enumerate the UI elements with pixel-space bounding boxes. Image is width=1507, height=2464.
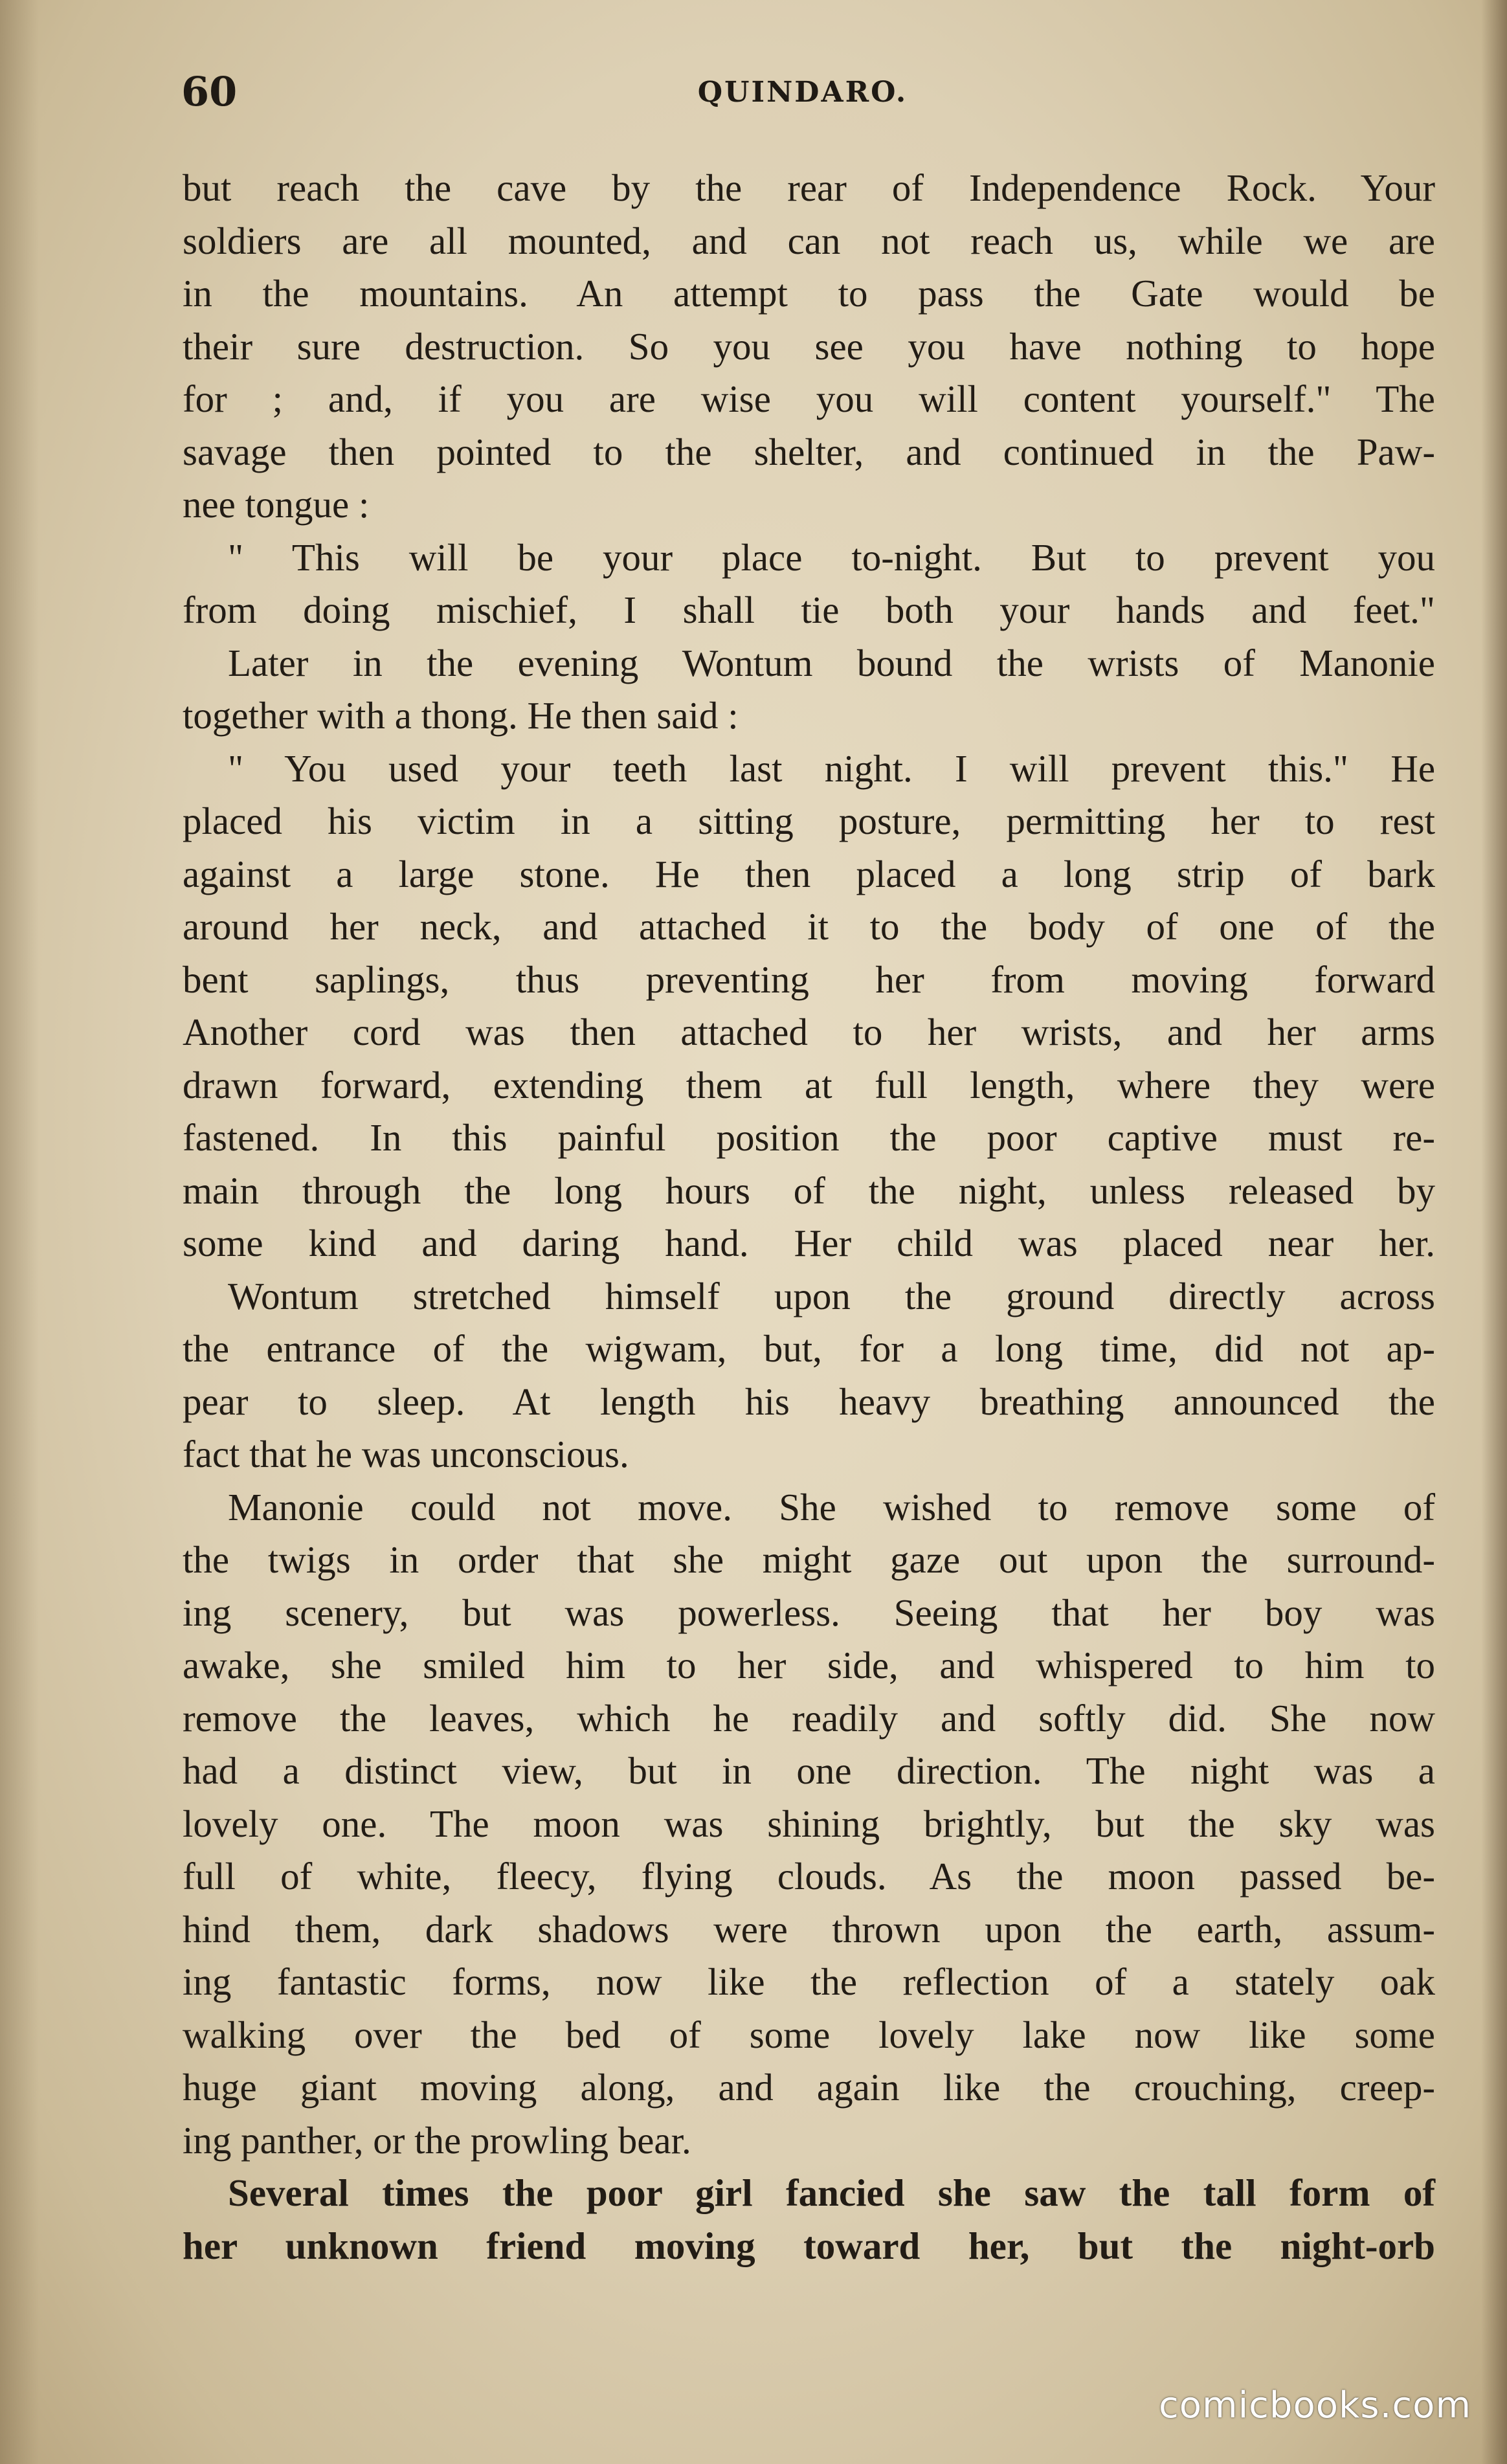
text-line: ing fantastic forms, now like the reflection of a stately oak xyxy=(183,1960,1435,2003)
text-line: bent saplings, thus preventing her from moving forward xyxy=(183,958,1435,1001)
text-line: savage then pointed to the shelter, and continued in the Paw- xyxy=(183,430,1435,473)
text-line: together with a thong. He then said : xyxy=(183,694,739,737)
text-line: the entrance of the wigwam, but, for a long time, did not ap- xyxy=(183,1327,1435,1370)
text-line: in the mountains. An attempt to pass the Gate would be xyxy=(183,272,1435,315)
page-right-shadow xyxy=(1481,0,1507,2464)
running-title: QUINDARO. xyxy=(697,76,908,109)
text-line: " You used your teeth last night. I will prevent this." He xyxy=(228,746,1435,790)
text-line: pear to sleep. At length his heavy breathing announced the xyxy=(183,1380,1435,1423)
text-line: main through the long hours of the night, unless released by xyxy=(183,1169,1435,1212)
text-line: soldiers are all mounted, and can not reach us, while we are xyxy=(183,219,1435,262)
text-line: Another cord was then attached to her wrists, and her arms xyxy=(183,1011,1435,1053)
text-line: Manonie could not move. She wished to remove some of xyxy=(228,1485,1435,1529)
text-line: lovely one. The moon was shining brightly, but the sky was xyxy=(183,1802,1435,1845)
text-line: Wontum stretched himself upon the ground directly across xyxy=(228,1274,1435,1317)
text-line: nee tongue : xyxy=(183,483,370,526)
text-line: full of white, fleecy, flying clouds. As the moon passed be- xyxy=(183,1855,1435,1898)
text-line: some kind and daring hand. Her child was placed near her. xyxy=(183,1222,1435,1264)
text-line: the twigs in order that she might gaze out upon the surround- xyxy=(183,1538,1435,1581)
text-line: around her neck, and attached it to the body of one of the xyxy=(183,905,1435,948)
text-line: hind them, dark shadows were thrown upon the earth, assum- xyxy=(183,1907,1435,1951)
text-line: walking over the bed of some lovely lake now like some xyxy=(183,2013,1435,2056)
text-line: huge giant moving along, and again like the crouching, creep- xyxy=(183,2066,1435,2109)
text-line: their sure destruction. So you see you have nothing to hope xyxy=(183,324,1435,368)
text-line: her unknown friend moving toward her, but the night-orb xyxy=(183,2224,1435,2267)
text-line: for ; and, if you are wise you will content yourself." The xyxy=(183,377,1435,420)
text-line: against a large stone. He then placed a long strip of bark xyxy=(183,852,1435,895)
page-header xyxy=(162,68,1444,126)
text-line: Several times the poor girl fancied she saw the tall form of xyxy=(228,2171,1435,2214)
body-text xyxy=(183,162,1435,2272)
watermark: comicbooks.com xyxy=(1158,2384,1471,2426)
text-line: remove the leaves, which he readily and softly did. She now xyxy=(183,1696,1435,1740)
text-line: " This will be your place to-night. But to prevent you xyxy=(228,535,1435,579)
text-line: but reach the cave by the rear of Independence Rock. Your xyxy=(183,166,1435,209)
text-line: drawn forward, extending them at full length, where they were xyxy=(183,1063,1435,1106)
page-number: 60 xyxy=(181,68,238,115)
page-left-shadow xyxy=(0,0,39,2464)
text-line: ing panther, or the prowling bear. xyxy=(183,2118,691,2162)
text-line: placed his victim in a sitting posture, permitting her to rest xyxy=(183,800,1435,842)
text-line: awake, she smiled him to her side, and whispered to him to xyxy=(183,1644,1435,1686)
text-line: fact that he was unconscious. xyxy=(183,1433,629,1475)
text-line: from doing mischief, I shall tie both your hands and feet." xyxy=(183,588,1435,631)
text-line: Later in the evening Wontum bound the wrists of Manonie xyxy=(228,641,1435,684)
text-line: ing scenery, but was powerless. Seeing that her boy was xyxy=(183,1591,1435,1634)
text-line: had a distinct view, but in one direction. The night was a xyxy=(183,1749,1435,1792)
text-line: fastened. In this painful position the poor captive must re- xyxy=(183,1116,1435,1159)
